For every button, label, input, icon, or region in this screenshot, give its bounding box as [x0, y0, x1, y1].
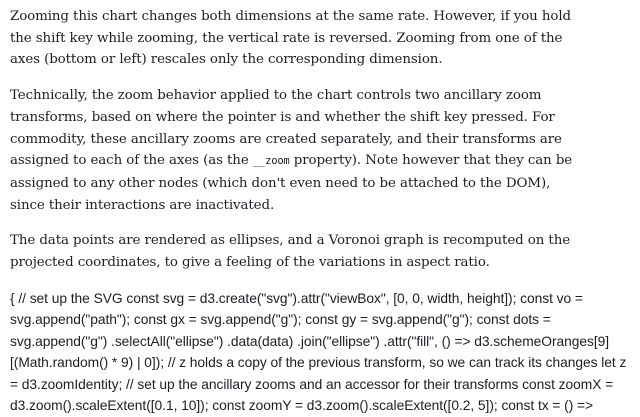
- text-line: Technically, the zoom behavior applied to the chart controls two ancillary zoom: [10, 88, 542, 104]
- code-line: [(Math.random() * 9) | 0]); // z holds a copy of the previous transform, so we can track its changes let z: [10, 355, 627, 371]
- text-line: projected coordinates, to give a feeling of the variations in aspect ratio.: [10, 255, 490, 271]
- code-line: { // set up the SVG const svg = d3.create("svg").attr("viewBox", [0, 0, width, height]); const vo =: [10, 290, 583, 306]
- code-line: = d3.zoomIdentity; // set up the ancillary zooms and an accessor for their transforms const zoomX =: [10, 376, 614, 392]
- code-line: svg.append("path"); const gx = svg.append("g"); const gy = svg.append("g"); const dots =: [10, 312, 551, 328]
- text-line: assigned to any other nodes (which don't even need to be attached to the DOM),: [10, 175, 551, 191]
- paragraph-zoom-intro: [10, 6, 630, 71]
- text-fragment: property). Note however that they can be: [289, 153, 573, 169]
- text-line: since their interactions are inactivated.: [10, 197, 275, 213]
- text-line: commodity, these ancillary zooms are created separately, and their transforms are: [10, 131, 562, 147]
- text-line: [10, 150, 630, 173]
- code-source-block: [10, 288, 630, 417]
- code-line: svg.append("g") .selectAll("ellipse") .data(data) .join("ellipse") .attr("fill", () => d3.schemeOranges[9]: [10, 333, 610, 349]
- text-line: the shift key while zooming, the vertical rate is reversed. Zooming from one of the: [10, 30, 563, 46]
- paragraph-ellipses-voronoi: [10, 230, 630, 273]
- paragraph-technical-details: [10, 85, 630, 216]
- text-fragment: assigned to each of the axes (as the: [10, 153, 253, 169]
- code-line: d3.zoom().scaleExtent([0.1, 10]); const zoomY = d3.zoom().scaleExtent([0.2, 5]); const tx = () =>: [10, 398, 594, 414]
- text-line: Zooming this chart changes both dimensions at the same rate. However, if you hold: [10, 9, 571, 24]
- text-line: The data points are rendered as ellipses, and a Voronoi graph is recomputed on the: [10, 233, 571, 249]
- inline-code-zoom-property: __zoom: [252, 155, 290, 168]
- text-line: transforms, based on where the pointer is and whether the shift key pressed. For: [10, 109, 555, 125]
- text-line: axes (bottom or left) rescales only the corresponding dimension.: [10, 52, 443, 68]
